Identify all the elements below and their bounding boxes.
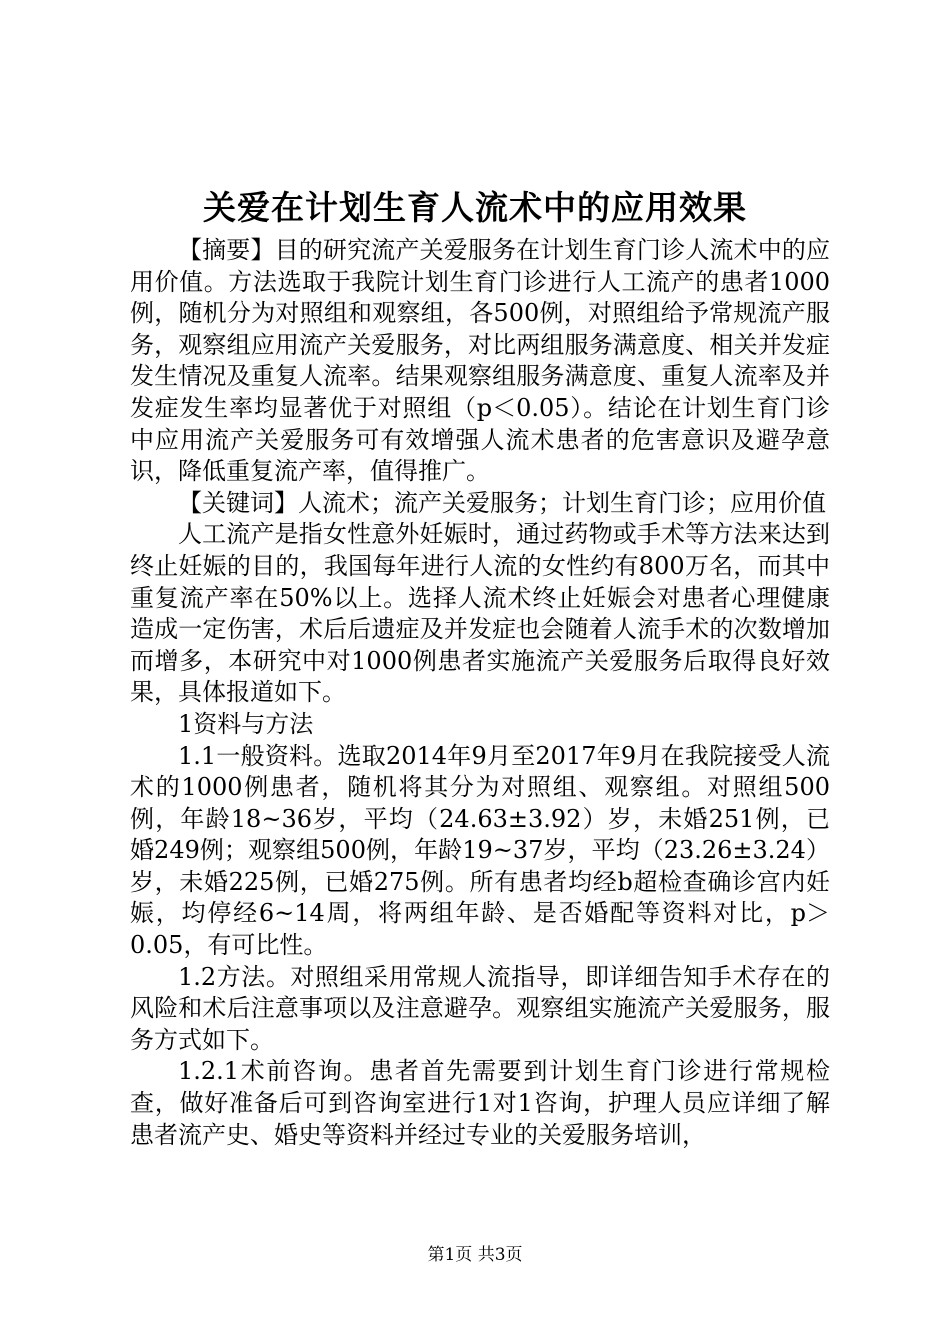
document-body (130, 235, 830, 1151)
section-1-2-1-paragraph: 1.2.1术前咨询。患者首先需要到计划生育门诊进行常规检查，做好准备后可到咨询室进行1对1咨询，护理人员应详细了解患者流产史、婚史等资料并经过专业的关爱服务培训， (130, 1057, 830, 1149)
keywords-paragraph: 【关键词】人流术；流产关爱服务；计划生育门诊；应用价值 (178, 488, 826, 517)
page-footer: 第1页 共3页 (427, 1245, 523, 1265)
intro-paragraph: 人工流产是指女性意外妊娠时，通过药物或手术等方法来达到终止妊娠的目的，我国每年进行人流的女性约有800万名，而其中重复流产率在50%以上。选择人流术终止妊娠会对患者心理健康造成一定伤害，术后后遗症及并发症也会随着人流手术的次数增加而增多，本研究中对1000例患者实施流产关爱服务后取得良好效果，具体报道如下。 (130, 520, 830, 707)
section-heading-1: 1资料与方法 (178, 709, 314, 738)
abstract-paragraph: 【摘要】目的研究流产关爱服务在计划生育门诊人流术中的应用价值。方法选取于我院计划生育门诊进行人工流产的患者1000例，随机分为对照组和观察组，各500例，对照组给予常规流产服务，观察组应用流产关爱服务，对比两组服务满意度、相关并发症发生情况及重复人流率。结果观察组服务满意度、重复人流率及并发症发生率均显著优于对照组（p＜0.05）。结论在计划生育门诊中应用流产关爱服务可有效增强人流术患者的危害意识及避孕意识，降低重复流产率，值得推广。 (130, 236, 830, 486)
section-1-1-paragraph: 1.1一般资料。选取2014年9月至2017年9月在我院接受人流术的1000例患者，随机将其分为对照组、观察组。对照组500例，年龄18~36岁，平均（24.63±3.92）岁，未婚251例，已婚249例；观察组500例，年龄19~37岁，平均（23.26±3.24）岁，未婚225例，已婚275例。所有患者均经b超检查确诊宫内妊娠，均停经6~14周，将两组年龄、是否婚配等资料对比，p＞0.05，有可比性。 (130, 741, 830, 960)
document-title: 关爱在计划生育人流术中的应用效果 (203, 188, 747, 227)
section-1-2-paragraph: 1.2方法。对照组采用常规人流指导，即详细告知手术存在的风险和术后注意事项以及注意避孕。观察组实施流产关爱服务，服务方式如下。 (130, 962, 830, 1054)
